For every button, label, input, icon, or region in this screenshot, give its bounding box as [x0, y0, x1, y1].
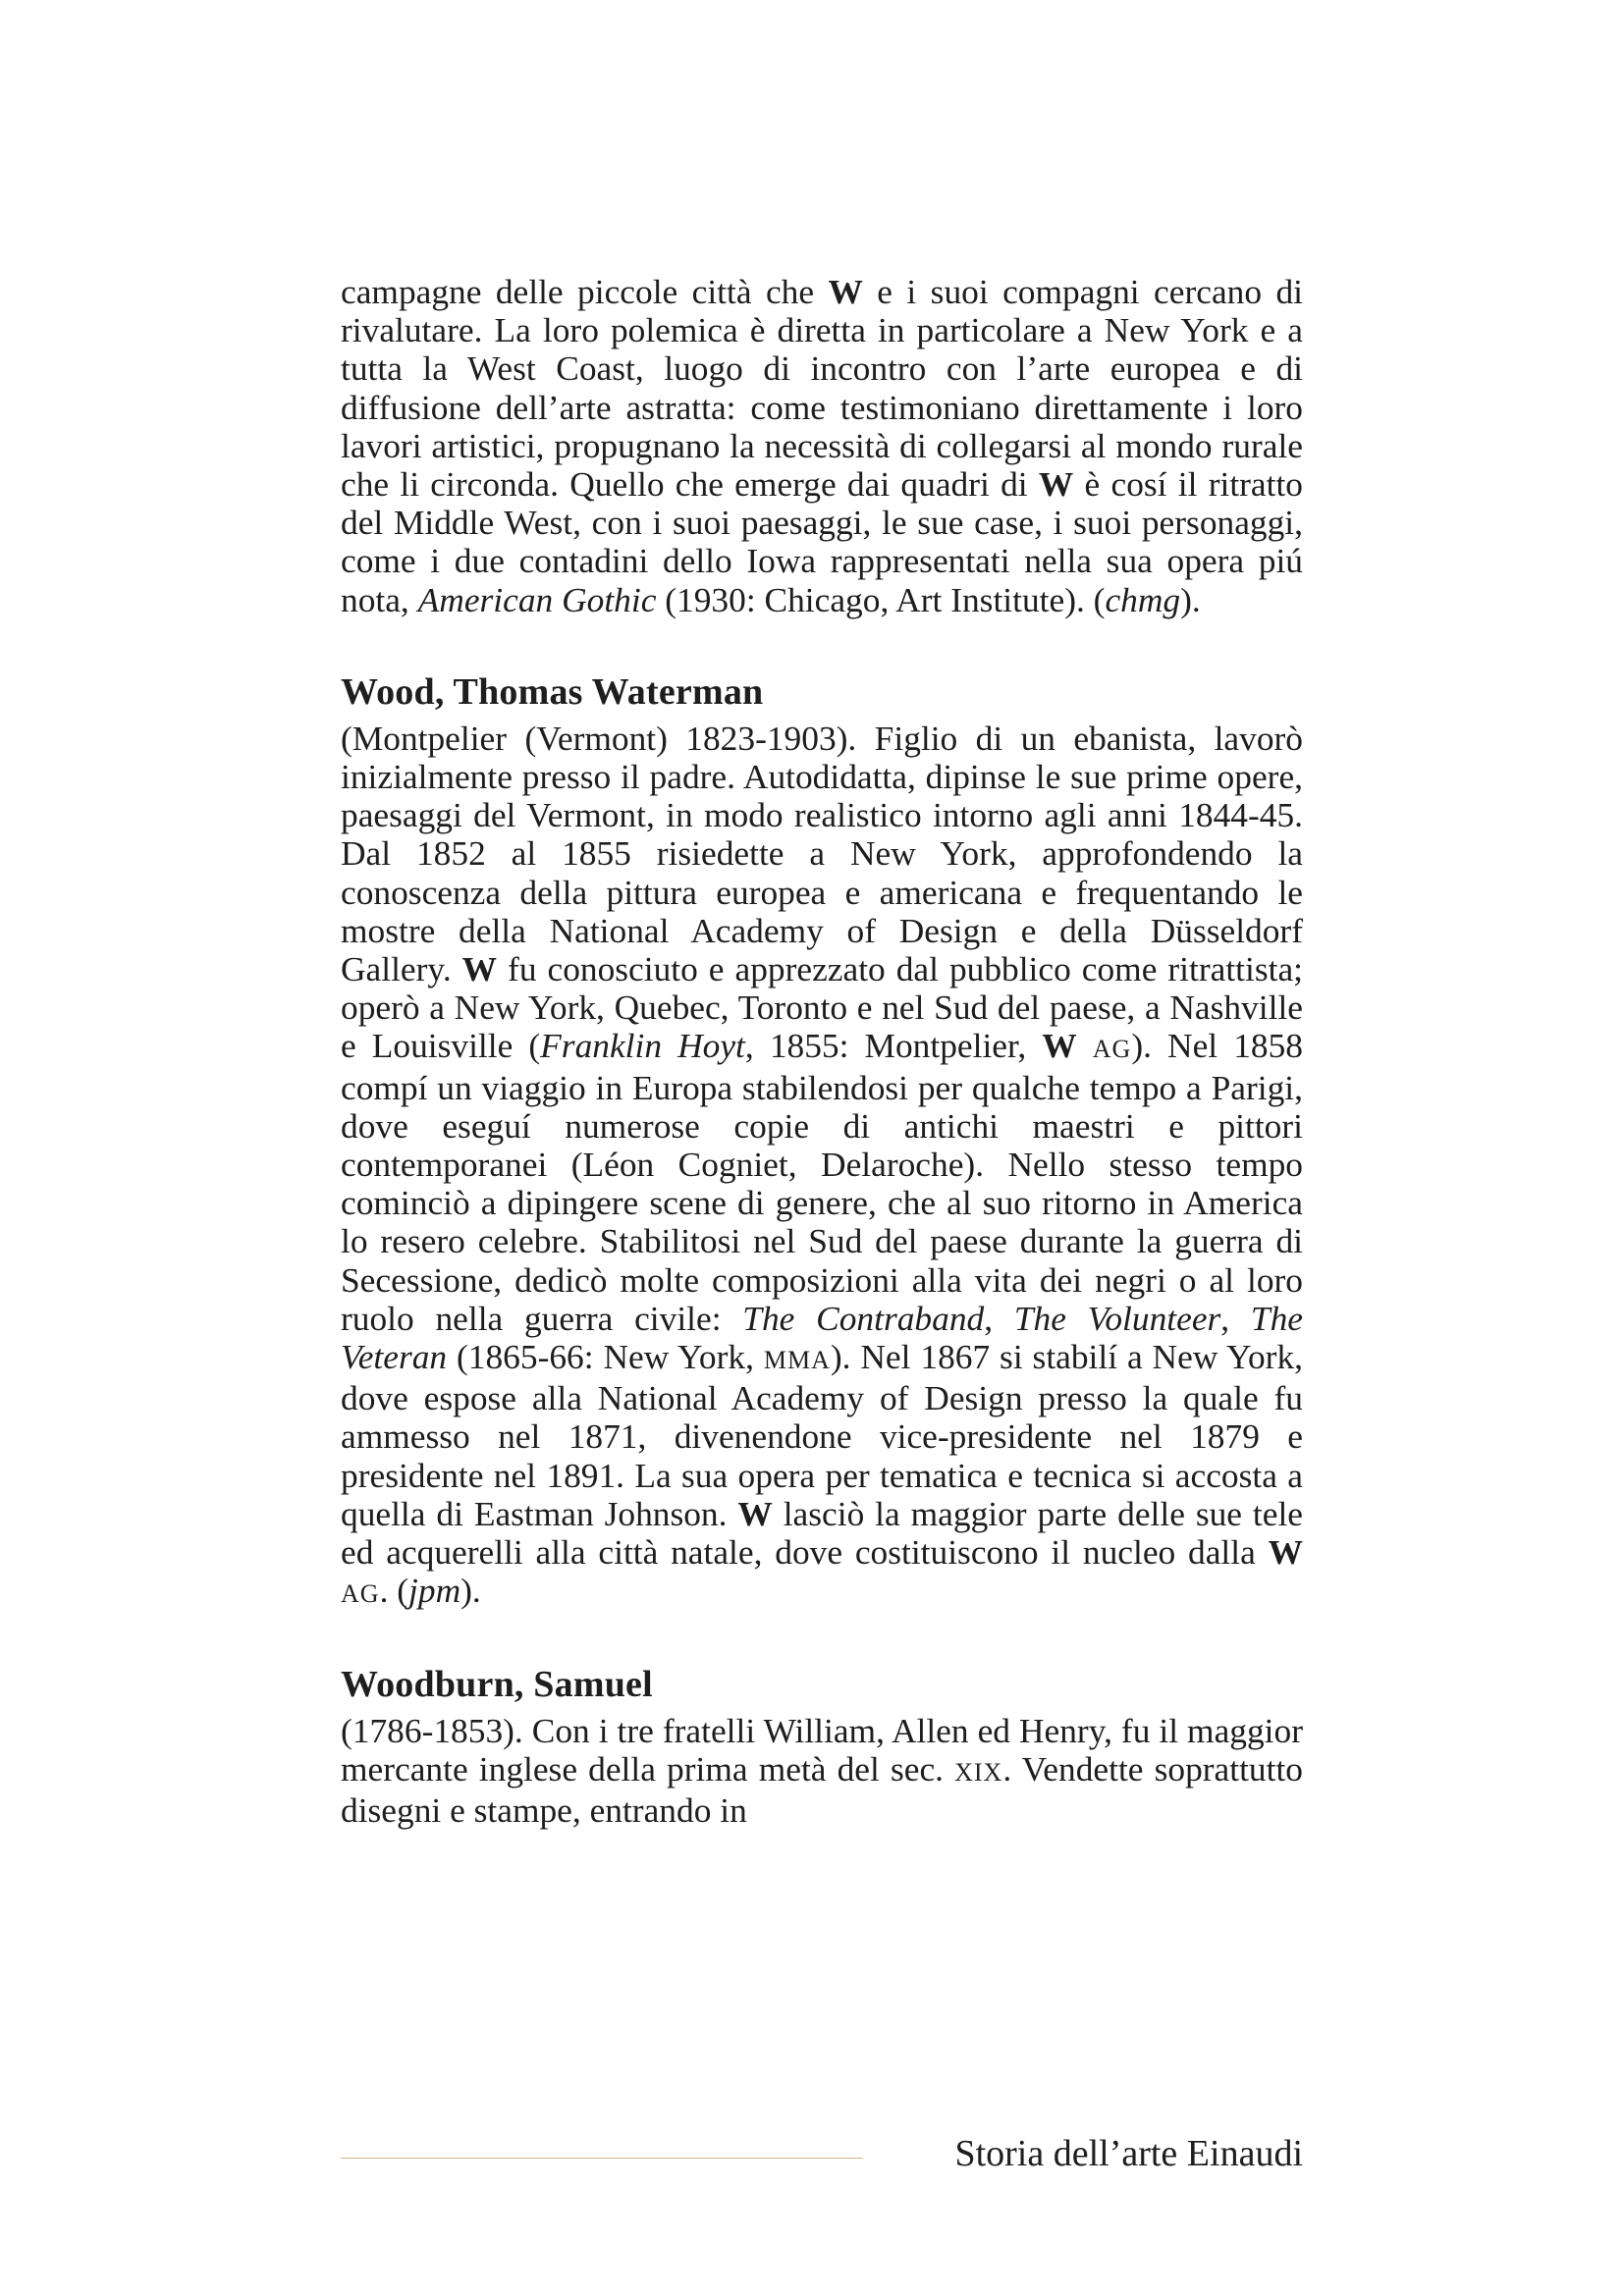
- artwork-title: American Gothic: [417, 579, 657, 619]
- artwork-title: Franklin Hoyt: [540, 1026, 745, 1066]
- text-segment: ).: [1180, 579, 1201, 619]
- entry-woodburn-paragraph: [341, 1712, 1303, 1831]
- entry-heading-woodburn: Woodburn, Samuel: [341, 1663, 653, 1705]
- artwork-title: The Contraband: [742, 1298, 985, 1338]
- abbreviation-w: W: [1038, 464, 1074, 505]
- abbreviation-ag: AG: [1092, 1035, 1132, 1064]
- text-segment: (1930: Chicago, Art Institute). (: [656, 579, 1106, 619]
- text-segment: campagne delle piccole città che: [341, 272, 829, 311]
- abbreviation-w: W: [828, 272, 863, 311]
- author-initials: jpm: [408, 1571, 461, 1611]
- abbreviation-w: W: [737, 1493, 773, 1533]
- entry-heading-wood: Wood, Thomas Waterman: [341, 670, 764, 713]
- abbreviation-w: W: [461, 949, 498, 989]
- text-segment: ,: [984, 1298, 1014, 1338]
- text-segment: (1786-1853). Con i tre fratelli William, Allen ed Henry, fu il maggior mercante inglese della prima metà del sec.: [341, 1710, 1303, 1789]
- entry-wood-paragraph: [341, 720, 1303, 1614]
- artwork-title: The Veteran: [341, 1298, 1303, 1377]
- abbreviation-w: W: [1268, 1532, 1303, 1573]
- entry-continuation-paragraph: [341, 273, 1303, 619]
- text-segment: è cosí il ritratto del Middle West, con i suoi paesaggi, le sue case, i suoi personaggi, come i due contadini dello Iowa rappresentati nella sua opera piú nota,: [341, 464, 1304, 619]
- footer-rule: [341, 2158, 863, 2159]
- text-segment: ). Nel 1867 si stabilí a New York, dove espose alla National Academy of Design presso la quale fu ammesso nel 1871, divenendone vice-presidente nel 1879 e presidente nel 1891. La sua opera per tematica e tecnica si accosta a quella di Eastman Johnson.: [341, 1337, 1303, 1533]
- abbreviation-mma: MMA: [763, 1346, 831, 1375]
- abbreviation-ag: AG: [341, 1579, 380, 1609]
- text-segment: lasciò la maggior parte delle sue tele ed acquerelli alla città natale, dove costituiscono il nucleo dalla: [341, 1493, 1304, 1573]
- artwork-title: The Volunteer: [1013, 1298, 1221, 1338]
- text-segment: (1865-66: New York,: [447, 1337, 764, 1377]
- page-body: [341, 273, 1303, 1830]
- text-segment: e i suoi compagni cercano di rivalutare. La loro polemica è diretta in particolare a New York e a tutta la West Coast, luogo di incontro con l’arte europea e di diffusione dell’arte astratta: come testimoniano direttamente i loro lavori artistici, propugnano la necessità di collegarsi al mondo rurale che li circonda. Quello che emerge dai quadri di: [341, 272, 1303, 505]
- text-segment: . (: [379, 1571, 409, 1611]
- text-segment: . Vendette soprattutto disegni e stampe, entrando in: [341, 1748, 1303, 1830]
- text-segment: , 1855: Montpelier,: [744, 1026, 1043, 1066]
- text-segment: fu conosciuto e apprezzato dal pubblico come ritrattista; operò a New York, Quebec, Toronto e nel Sud del paese, a Nashville e Louisville (: [341, 949, 1303, 1066]
- author-initials: chmg: [1105, 579, 1181, 619]
- text-segment: ). Nel 1858 compí un viaggio in Europa stabilendosi per qualche tempo a Parigi, dove eseguí numerose copie di antichi maestri e pittori contemporanei (Léon Cogniet, Delaroche). Nello stesso tempo cominciò a dipingere scene di genere, che al suo ritorno in America lo resero celebre. Stabilitosi nel Sud del paese durante la guerra di Secessione, dedicò molte composizioni alla vita dei negri o al loro ruolo nella guerra civile:: [341, 1026, 1303, 1338]
- text-segment: (Montpelier (Vermont) 1823-1903). Figlio di un ebanista, lavorò inizialmente presso il padre. Autodidatta, dipinse le sue prime opere, paesaggi del Vermont, in modo realistico intorno agli anni 1844-45. Dal 1852 al 1855 risiedette a New York, approfondendo la conoscenza della pittura europea e americana e frequentando le mostre della National Academy of Design e della Düsseldorf Gallery.: [341, 718, 1303, 989]
- text-segment: ,: [1220, 1298, 1251, 1338]
- text-segment: ).: [460, 1571, 481, 1611]
- footer-title: Storia dell’arte Einaudi: [954, 2133, 1303, 2174]
- abbreviation-w: W: [1042, 1026, 1077, 1066]
- century-numeral: XIX: [954, 1757, 1003, 1787]
